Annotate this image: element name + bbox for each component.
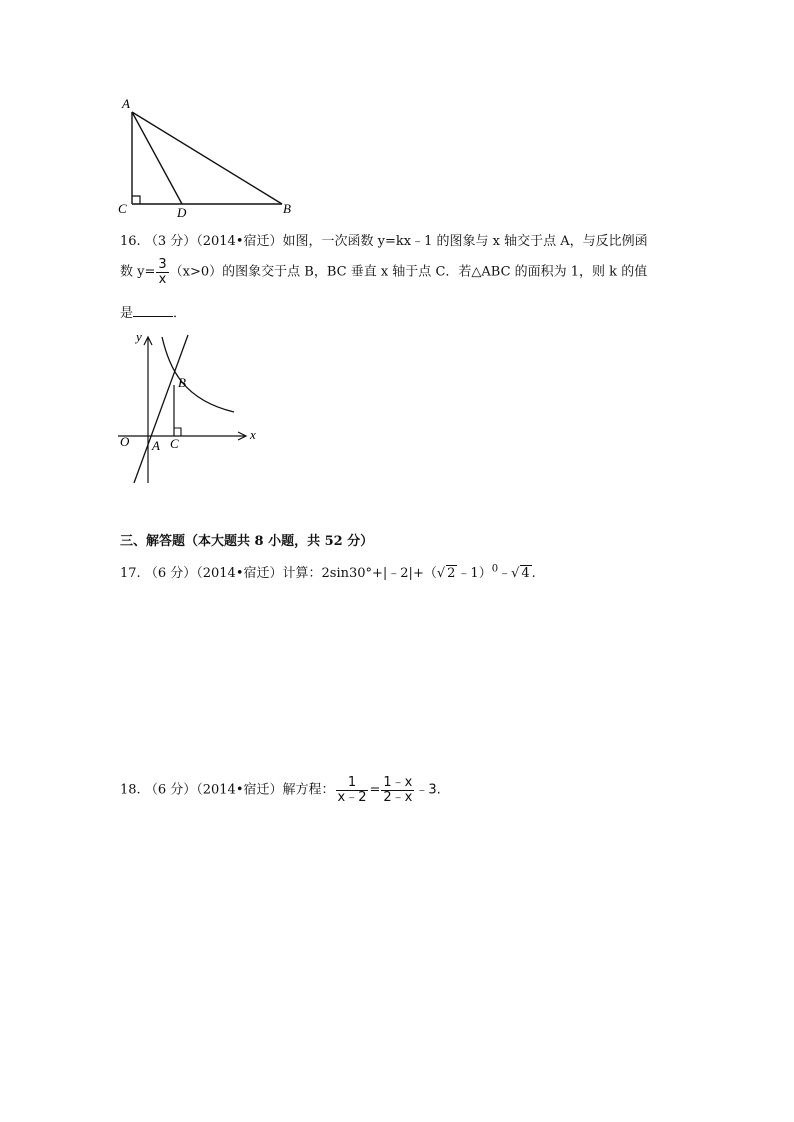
q18-f1-den: x﹣2 bbox=[337, 789, 367, 805]
linear-function-line bbox=[134, 335, 188, 483]
section-heading: 三、解答题（本大题共 8 小题，共 52 分） bbox=[120, 534, 374, 549]
triangle-figure bbox=[110, 92, 310, 222]
label-c: C bbox=[170, 436, 179, 451]
sqrt-icon: √ bbox=[511, 566, 520, 581]
q18-text-pre: 解方程： bbox=[282, 782, 335, 798]
q16-line3 bbox=[120, 302, 186, 321]
label-d: D bbox=[177, 205, 187, 220]
q18-f1-num: 1 bbox=[336, 776, 369, 791]
graph-figure bbox=[112, 325, 272, 490]
q18-text-end: ﹣3. bbox=[415, 782, 441, 798]
q18-line bbox=[120, 776, 441, 804]
q17-text-mid: ﹣1） bbox=[457, 566, 492, 581]
sqrt-icon: √ bbox=[436, 566, 446, 581]
label-c: C bbox=[118, 201, 127, 216]
segment-ab bbox=[132, 112, 282, 204]
q16-number: 16. bbox=[120, 234, 141, 249]
q17-score: （6 分） bbox=[144, 566, 197, 581]
q17-exponent: 0 bbox=[491, 563, 499, 575]
q17-text-pre: 计算：2sin30°+|﹣2|+（ bbox=[282, 566, 437, 581]
label-o: O bbox=[120, 434, 130, 449]
q16-fraction bbox=[156, 258, 168, 286]
q16-text2-pre: 数 y= bbox=[120, 264, 156, 280]
q18-fraction-2 bbox=[381, 776, 414, 804]
q18-fraction-1 bbox=[336, 776, 369, 804]
q18-source: （2014•宿迁） bbox=[196, 782, 283, 798]
q17-source: （2014•宿迁） bbox=[196, 566, 283, 581]
right-angle-mark bbox=[174, 428, 181, 436]
q16-line2 bbox=[120, 258, 647, 286]
q17-sqrt1: 2 bbox=[447, 566, 456, 581]
label-y: y bbox=[136, 329, 142, 344]
q16-text3-end: ． bbox=[173, 306, 187, 321]
q16-text3: 是 bbox=[120, 306, 134, 321]
q18-f2-den: 2﹣x bbox=[383, 789, 413, 805]
label-b: B bbox=[283, 201, 291, 216]
q17-sqrt2: 4 bbox=[521, 566, 530, 581]
label-b: B bbox=[178, 375, 186, 390]
q17-number: 17. bbox=[120, 566, 141, 581]
q18-eq: = bbox=[369, 782, 381, 798]
q16-line1 bbox=[120, 230, 648, 249]
segment-ad bbox=[132, 112, 182, 204]
label-x: x bbox=[250, 427, 256, 442]
hyperbola-curve bbox=[162, 337, 234, 412]
right-angle-mark bbox=[132, 196, 140, 204]
q16-frac-num: 3 bbox=[158, 257, 167, 272]
q16-text2-post: （x>0）的图象交于点 B，BC 垂直 x 轴于点 C．若△ABC 的面积为 1，则 k 的值 bbox=[169, 264, 648, 280]
label-a: A bbox=[152, 438, 160, 453]
q16-text1: 如图，一次函数 y=kx﹣1 的图象与 x 轴交于点 A，与反比例函 bbox=[282, 234, 648, 249]
q17-text-end: . bbox=[531, 566, 536, 581]
label-a: A bbox=[122, 96, 130, 111]
q16-source: （2014•宿迁） bbox=[196, 234, 283, 249]
q17-text-mid2: ﹣ bbox=[498, 566, 512, 581]
answer-blank[interactable] bbox=[133, 304, 173, 317]
q17-line bbox=[120, 562, 536, 581]
q16-frac-den: x bbox=[158, 271, 167, 287]
q18-score: （6 分） bbox=[144, 782, 197, 798]
q18-f2-num: 1﹣x bbox=[383, 775, 413, 790]
q16-score: （3 分） bbox=[144, 234, 197, 249]
q18-number: 18. bbox=[120, 782, 141, 798]
